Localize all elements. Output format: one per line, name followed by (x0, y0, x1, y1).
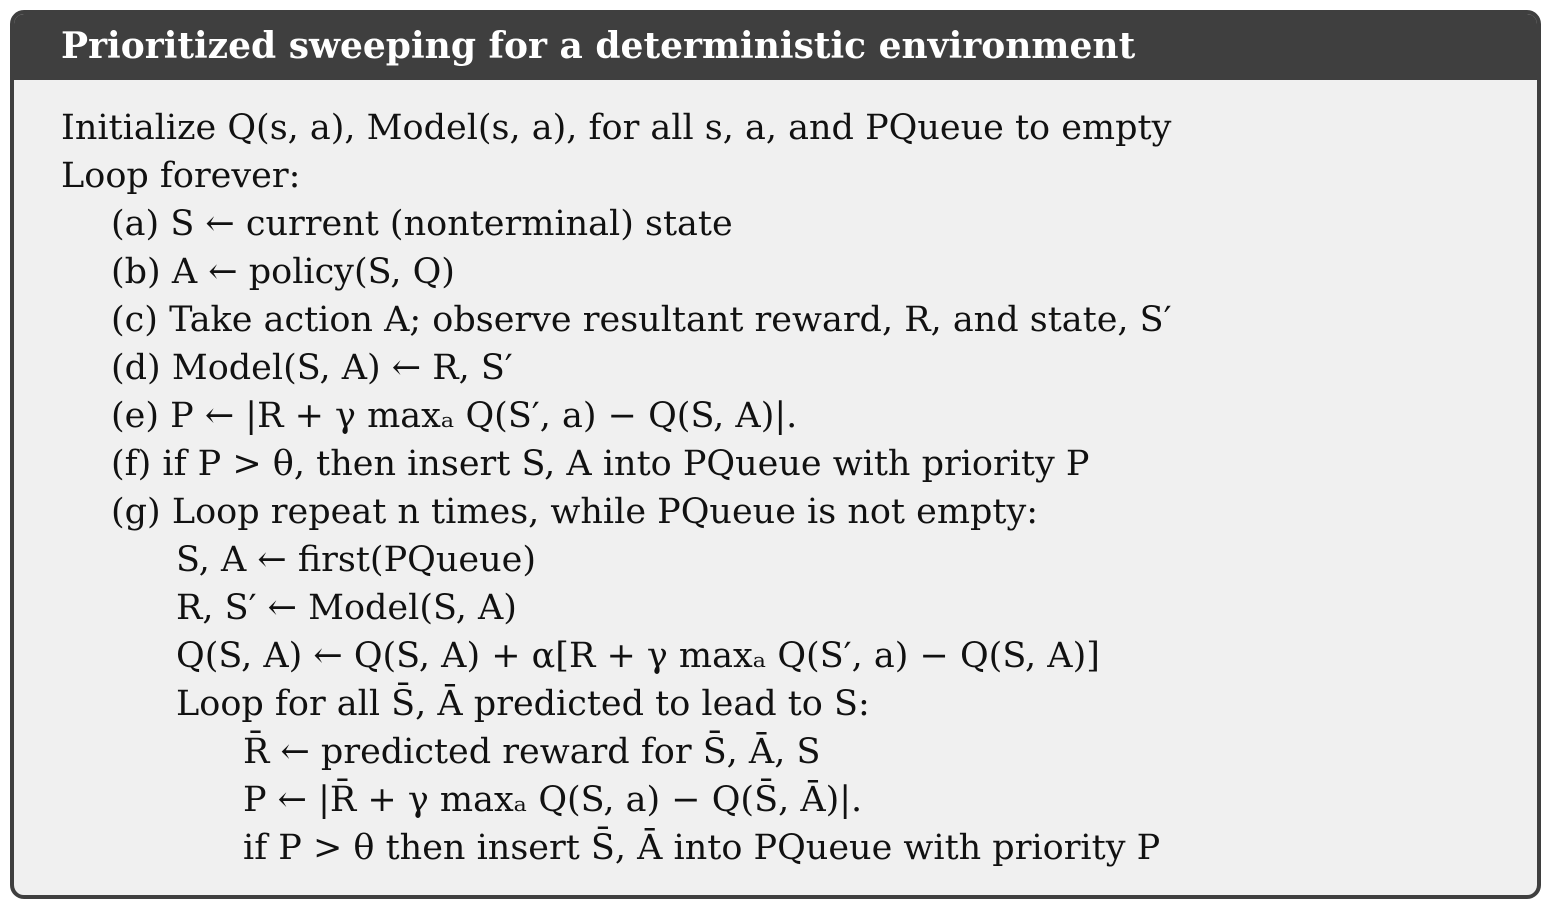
pred-reward (61, 728, 1172, 776)
step-label: (g) (111, 492, 161, 532)
algorithm-header (14, 14, 1537, 80)
inner-q-update (61, 632, 1172, 680)
pred-priority (61, 776, 1172, 824)
line-text: R, S′ ← Model(S, A) (176, 588, 517, 628)
step-label: (a) (111, 204, 160, 244)
step-text: Loop repeat n times, while PQueue is not empty: (171, 492, 1039, 532)
step-label: (f) (111, 444, 152, 484)
step-a (61, 200, 1172, 248)
line-text: S, A ← first(PQueue) (176, 540, 536, 580)
line-text: if P > θ then insert S̄, Ā into PQueue with priority P (243, 828, 1161, 868)
step-label: (d) (111, 348, 161, 388)
step-f (61, 440, 1172, 488)
line-text: Initialize Q(s, a), Model(s, a), for all s, a, and PQueue to empty (61, 108, 1172, 148)
step-text: Take action A; observe resultant reward, R, and state, S′ (169, 300, 1172, 340)
step-text: P ← |R + γ maxₐ Q(S′, a) − Q(S, A)|. (170, 396, 798, 436)
step-d (61, 344, 1172, 392)
algorithm-title: Prioritized sweeping for a deterministic environment (61, 25, 1136, 67)
line-text: Q(S, A) ← Q(S, A) + α[R + γ maxₐ Q(S′, a) − Q(S, A)] (176, 636, 1100, 676)
step-c (61, 296, 1172, 344)
step-label: (b) (111, 252, 161, 292)
algorithm-box (10, 10, 1541, 899)
step-text: S ← current (nonterminal) state (170, 204, 733, 244)
step-label: (c) (111, 300, 158, 340)
line-text: R̄ ← predicted reward for S̄, Ā, S (243, 732, 821, 772)
line-text: Loop forever: (61, 156, 301, 196)
step-b (61, 248, 1172, 296)
algorithm-body (61, 104, 1172, 872)
step-text: if P > θ, then insert S, A into PQueue with priority P (162, 444, 1090, 484)
inner-loop-predecessors (61, 680, 1172, 728)
line-text: P ← |R̄ + γ maxₐ Q(S, a) − Q(S̄, Ā)|. (243, 780, 863, 820)
inner-model (61, 584, 1172, 632)
pred-insert (61, 824, 1172, 872)
step-g (61, 488, 1172, 536)
step-text: A ← policy(S, Q) (171, 252, 455, 292)
line-initialize (61, 104, 1172, 152)
step-e (61, 392, 1172, 440)
step-text: Model(S, A) ← R, S′ (171, 348, 513, 388)
line-text: Loop for all S̄, Ā predicted to lead to S: (176, 684, 870, 724)
inner-first (61, 536, 1172, 584)
step-label: (e) (111, 396, 160, 436)
line-loop-forever (61, 152, 1172, 200)
